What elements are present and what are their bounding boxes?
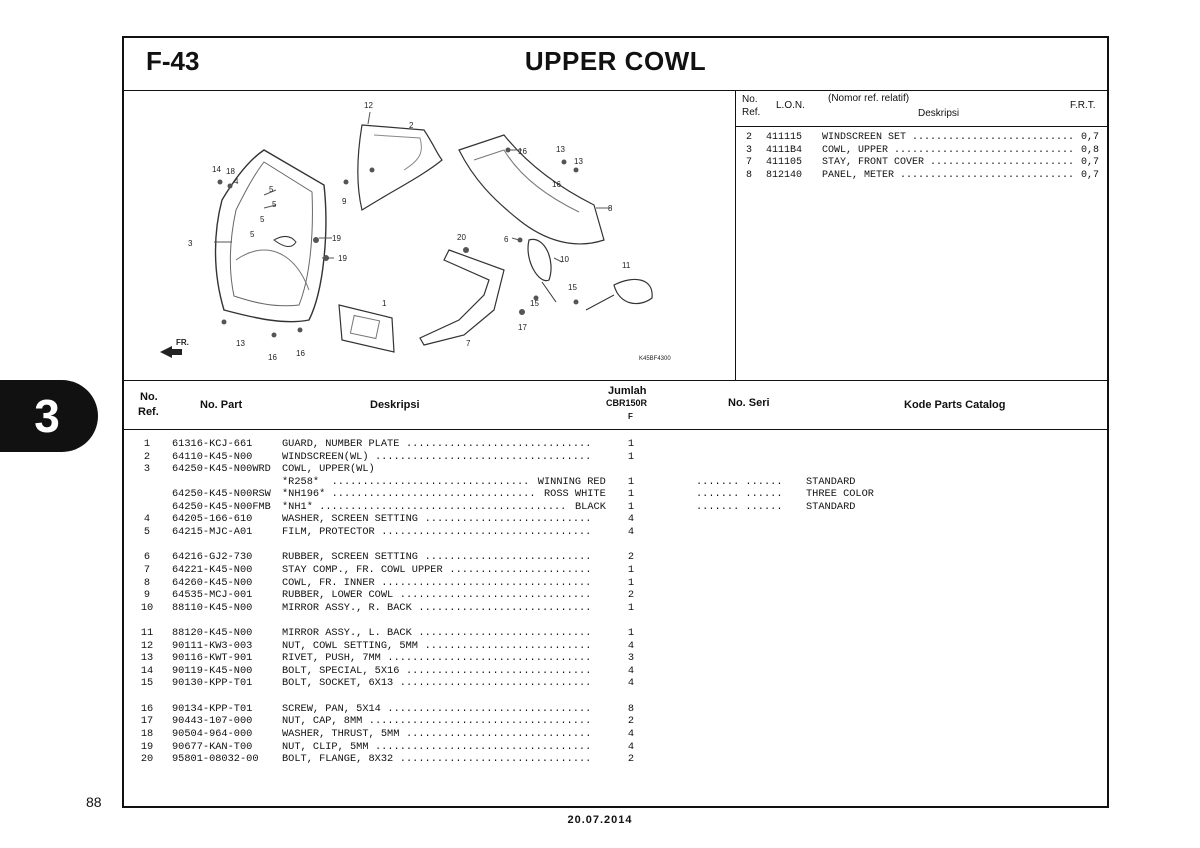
front-stay-shape: [420, 250, 504, 345]
quantity: 8: [627, 702, 635, 715]
footer-date: 20.07.2014: [567, 814, 633, 826]
parts-row: [124, 463, 1107, 476]
col-model-type-label: F: [628, 412, 633, 421]
part-description: COWL, UPPER(WL): [282, 463, 375, 476]
ref-description: WINDSCREEN SET: [822, 132, 907, 143]
parts-row: [124, 564, 1107, 577]
leader-dots: ...............................: [399, 677, 592, 690]
ref-panel-header: [736, 90, 1109, 127]
part-description: STAY COMP., FR. COWL UPPER: [282, 563, 443, 576]
leader-dots: ............................: [418, 627, 592, 640]
quantity: 1: [627, 438, 635, 450]
leader-dots: .......................: [449, 563, 592, 576]
ref-lon: 4111B4: [766, 144, 803, 156]
leader-dots: ...........................: [424, 513, 592, 526]
ref-number: 5: [143, 525, 151, 538]
parts-row: [124, 488, 1107, 501]
part-description: *NH196*: [282, 488, 326, 501]
ref-number: 7: [143, 563, 151, 576]
leader-dots: ...........................: [424, 639, 592, 652]
ref-description: COWL, UPPER: [822, 144, 889, 156]
part-number: 64260-K45-N00: [172, 576, 253, 589]
parts-row: [124, 589, 1107, 602]
callout: 13: [556, 145, 565, 154]
ref-number: 7: [746, 157, 753, 168]
ref-lon-label: L.O.N.: [776, 100, 805, 111]
leader-dots: .................................: [387, 702, 592, 715]
col-ref-label: Ref.: [138, 406, 159, 418]
part-description: SCREW, PAN, 5X14: [282, 702, 381, 715]
part-description: RIVET, PUSH, 7MM: [282, 652, 381, 665]
parts-table-header: [124, 380, 1107, 430]
callout: 13: [236, 339, 245, 348]
part-number: 95801-08032-00: [172, 753, 259, 766]
part-number: 90116-KWT-901: [172, 652, 253, 665]
section-title: UPPER COWL: [524, 46, 707, 76]
callout: 16: [268, 353, 277, 362]
col-qty-label: Jumlah: [608, 385, 647, 397]
callout: 12: [364, 101, 373, 110]
part-description: BOLT, SOCKET, 6X13: [282, 677, 394, 690]
callout: 16: [552, 180, 561, 189]
parts-row: [124, 513, 1107, 526]
part-description: MIRROR ASSY., L. BACK: [282, 627, 412, 640]
ref-number: 2: [143, 450, 151, 463]
ref-number: 10: [140, 601, 154, 614]
part-number: 88120-K45-N00: [172, 627, 253, 640]
ref-ref-label: Ref.: [742, 107, 761, 118]
parts-row: [124, 476, 1107, 489]
ref-rows: [736, 132, 1109, 182]
ref-frt: 0,7: [1081, 132, 1100, 143]
callout: 5: [260, 215, 265, 224]
quantity: 1: [627, 563, 635, 576]
title-row: [124, 38, 1107, 91]
part-description: RUBBER, SCREEN SETTING: [282, 551, 418, 564]
ref-lon: 411115: [766, 132, 803, 143]
part-number: 64250-K45-N00RSW: [172, 488, 271, 501]
serial-number: ....... ......: [696, 500, 783, 513]
callout: 11: [622, 261, 631, 270]
ref-row: [736, 170, 1109, 183]
leader-dots: ............................: [418, 601, 592, 614]
quantity: 1: [627, 488, 635, 501]
ref-frt: 0,7: [1081, 169, 1100, 181]
chapter-tab: [0, 380, 98, 452]
quantity: 2: [627, 753, 635, 766]
exploded-diagram-drawing: [124, 90, 735, 380]
leader-dots: ..............................: [894, 144, 1075, 156]
parts-row: [124, 652, 1107, 665]
direction-label: FR.: [176, 338, 189, 347]
part-description: RUBBER, LOWER COWL: [282, 589, 394, 602]
part-number: 64205-166-610: [172, 513, 253, 526]
callout: 3: [188, 239, 193, 248]
ref-number: 19: [140, 740, 154, 753]
part-number: 64216-GJ2-730: [172, 551, 253, 564]
parts-row: [124, 741, 1107, 754]
callout: 19: [332, 234, 341, 243]
part-number: 64250-K45-N00WRD: [172, 463, 271, 476]
callout: 2: [409, 121, 414, 130]
ref-number: 15: [140, 677, 154, 690]
quantity: 4: [627, 525, 635, 538]
section-code: F-43: [146, 46, 200, 76]
mirror-right-shape: [528, 239, 551, 280]
ref-frt-label: F.R.T.: [1070, 100, 1096, 111]
col-desc-label: Deskripsi: [370, 399, 420, 411]
parts-row: [124, 501, 1107, 514]
catalog-note: THREE COLOR: [806, 488, 874, 501]
part-description: WINDSCREEN(WL): [282, 450, 369, 463]
parts-row: [124, 526, 1107, 539]
ref-number: 3: [746, 144, 753, 156]
part-description: BOLT, SPECIAL, 5X16: [282, 664, 400, 677]
col-serial-label: No. Seri: [728, 397, 770, 409]
ref-number: 13: [140, 652, 154, 665]
part-number: 90119-K45-N00: [172, 664, 253, 677]
part-description: COWL, FR. INNER: [282, 576, 375, 589]
part-description: *NH1*: [282, 500, 313, 513]
ref-description: STAY, FRONT COVER: [822, 157, 925, 168]
quantity: 4: [627, 639, 635, 652]
ref-row: [736, 145, 1109, 158]
ref-number: 12: [140, 639, 154, 652]
callout: 4: [234, 177, 239, 186]
ref-row: [736, 132, 1109, 145]
part-number: 90443-107-000: [172, 715, 253, 728]
windscreen-shape: [358, 125, 442, 210]
callout: 5: [269, 185, 274, 194]
callout: 9: [342, 197, 347, 206]
part-number: 64215-MJC-A01: [172, 525, 253, 538]
color-name: ROSS WHITE: [544, 488, 606, 501]
leader-dots: ........................................: [319, 500, 567, 513]
ref-number: 9: [143, 589, 151, 602]
part-description: NUT, COWL SETTING, 5MM: [282, 639, 418, 652]
exploded-diagram: [124, 90, 736, 380]
parts-row: [124, 703, 1107, 716]
part-number: 64221-K45-N00: [172, 563, 253, 576]
callout: 17: [518, 323, 527, 332]
leader-dots: .............................: [900, 169, 1075, 181]
quantity: 4: [627, 664, 635, 677]
catalog-note: STANDARD: [806, 475, 856, 488]
ref-number: 4: [143, 513, 151, 526]
col-model-label: CBR150R: [606, 398, 648, 408]
parts-row: [124, 728, 1107, 741]
leader-dots: .................................: [331, 488, 536, 501]
leader-dots: ..............................: [406, 728, 592, 740]
ref-number: 16: [140, 702, 154, 715]
leader-dots: ....................................: [368, 715, 592, 728]
ref-row: [736, 157, 1109, 170]
part-description: FILM, PROTECTOR: [282, 525, 375, 538]
leader-dots: ..................................: [381, 576, 592, 589]
quantity: 2: [627, 715, 635, 728]
quantity: 1: [627, 450, 635, 463]
leader-dots: ...........................: [424, 551, 592, 564]
col-no-label: No.: [140, 391, 158, 403]
color-name: WINNING RED: [537, 475, 606, 488]
leader-dots: ..................................: [381, 525, 592, 538]
ref-number: 17: [140, 715, 154, 728]
leader-dots: ...........................: [912, 132, 1075, 143]
parts-row: [124, 677, 1107, 690]
chapter-number: 3: [34, 390, 60, 442]
part-number: 64250-K45-N00FMB: [172, 500, 271, 513]
part-description: NUT, CLIP, 5MM: [282, 740, 369, 753]
ref-number: 14: [140, 664, 154, 677]
part-number: 90134-KPP-T01: [172, 702, 253, 715]
ref-number: 2: [746, 132, 753, 143]
color-name: BLACK: [575, 500, 606, 513]
quantity: 3: [627, 652, 635, 665]
diagram-callouts: [176, 101, 671, 362]
quantity: 2: [627, 589, 635, 602]
callout: 15: [568, 283, 577, 292]
ref-no-label: No.: [742, 94, 758, 105]
callout: 14: [212, 165, 221, 174]
ref-number: 8: [143, 576, 151, 589]
ref-number: 18: [140, 728, 154, 740]
page-number: 88: [86, 794, 102, 810]
quantity: 4: [627, 677, 635, 690]
part-description: MIRROR ASSY., R. BACK: [282, 601, 412, 614]
part-description: GUARD, NUMBER PLATE: [282, 438, 400, 450]
leader-dots: ...................................: [375, 450, 592, 463]
part-description: BOLT, FLANGE, 8X32: [282, 753, 394, 766]
leader-dots: ...............................: [399, 589, 592, 602]
serial-number: ....... ......: [696, 488, 783, 501]
col-part-label: No. Part: [200, 399, 243, 411]
ref-number: 1: [143, 438, 151, 450]
part-description: WASHER, SCREEN SETTING: [282, 513, 418, 526]
ref-frt: 0,7: [1081, 157, 1100, 168]
part-description: *R258*: [282, 475, 320, 488]
part-number: 90111-KW3-003: [172, 639, 253, 652]
part-number: 90677-KAN-T00: [172, 740, 253, 753]
leader-dots: .................................: [387, 652, 592, 665]
callout: 10: [560, 255, 569, 264]
part-number: 90130-KPP-T01: [172, 677, 253, 690]
ref-deskripsi-label: Deskripsi: [918, 108, 960, 119]
callout: 20: [457, 233, 466, 242]
callout: 13: [574, 157, 583, 166]
quantity: 2: [627, 551, 635, 564]
leader-dots: ...............................: [399, 753, 592, 766]
callout: 7: [466, 339, 471, 348]
ref-nomor-label: (Nomor ref. relatif): [828, 93, 910, 104]
part-number: 90504-964-000: [172, 728, 253, 740]
ref-number: 8: [746, 169, 753, 181]
leader-dots: ................................: [331, 475, 530, 488]
catalog-note: STANDARD: [806, 500, 856, 513]
diagram-code: K45BF4300: [639, 356, 671, 362]
parts-row: [124, 451, 1107, 464]
parts-row: [124, 551, 1107, 564]
quantity: 4: [627, 513, 635, 526]
ref-panel: [736, 90, 1109, 380]
quantity: 1: [627, 475, 635, 488]
callout: 8: [608, 204, 613, 213]
leader-dots: ...................................: [375, 740, 592, 753]
quantity: 4: [627, 728, 635, 740]
callout: 15: [530, 299, 539, 308]
inner-cowl-shape: [459, 135, 604, 244]
ref-number: 3: [143, 463, 151, 476]
parts-row: [124, 602, 1107, 615]
ref-number: 6: [143, 551, 151, 564]
parts-row: [124, 640, 1107, 653]
part-description: NUT, CAP, 8MM: [282, 715, 363, 728]
callout: 18: [226, 167, 235, 176]
ref-number: 11: [140, 627, 154, 640]
serial-number: ....... ......: [696, 475, 783, 488]
parts-row: [124, 665, 1107, 678]
callout: 5: [250, 230, 255, 239]
part-number: 61316-KCJ-661: [172, 438, 253, 450]
quantity: 1: [627, 576, 635, 589]
ref-number: 20: [140, 753, 154, 766]
col-catalog-label: Kode Parts Catalog: [904, 399, 1006, 411]
callout: 16: [296, 349, 305, 358]
ref-description: PANEL, METER: [822, 169, 895, 181]
leader-dots: ........................: [930, 157, 1075, 168]
leader-dots: ..............................: [406, 664, 592, 677]
ref-frt: 0,8: [1081, 144, 1100, 156]
callout: 6: [504, 235, 509, 244]
parts-row: [124, 715, 1107, 728]
quantity: 1: [627, 627, 635, 640]
part-number: 64535-MCJ-001: [172, 589, 253, 602]
ref-lon: 812140: [766, 169, 803, 181]
callout: 1: [382, 299, 387, 308]
ref-lon: 411105: [766, 157, 803, 168]
parts-row: [124, 627, 1107, 640]
part-description: WASHER, THRUST, 5MM: [282, 728, 400, 740]
part-number: 64110-K45-N00: [172, 450, 253, 463]
quantity: 4: [627, 740, 635, 753]
callout: 5: [272, 200, 277, 209]
part-number: 88110-K45-N00: [172, 601, 253, 614]
leader-dots: ..............................: [406, 438, 592, 450]
catalog-page-frame: [122, 36, 1109, 808]
callout: 16: [518, 147, 527, 156]
parts-row: [124, 753, 1107, 766]
fr-arrow-icon: [160, 346, 182, 358]
parts-row: [124, 438, 1107, 451]
parts-row: [124, 577, 1107, 590]
number-plate-guard-shape: [339, 305, 394, 352]
quantity: 1: [627, 601, 635, 614]
mirror-left-shape: [614, 279, 652, 303]
callout: 19: [338, 254, 347, 263]
quantity: 1: [627, 500, 635, 513]
